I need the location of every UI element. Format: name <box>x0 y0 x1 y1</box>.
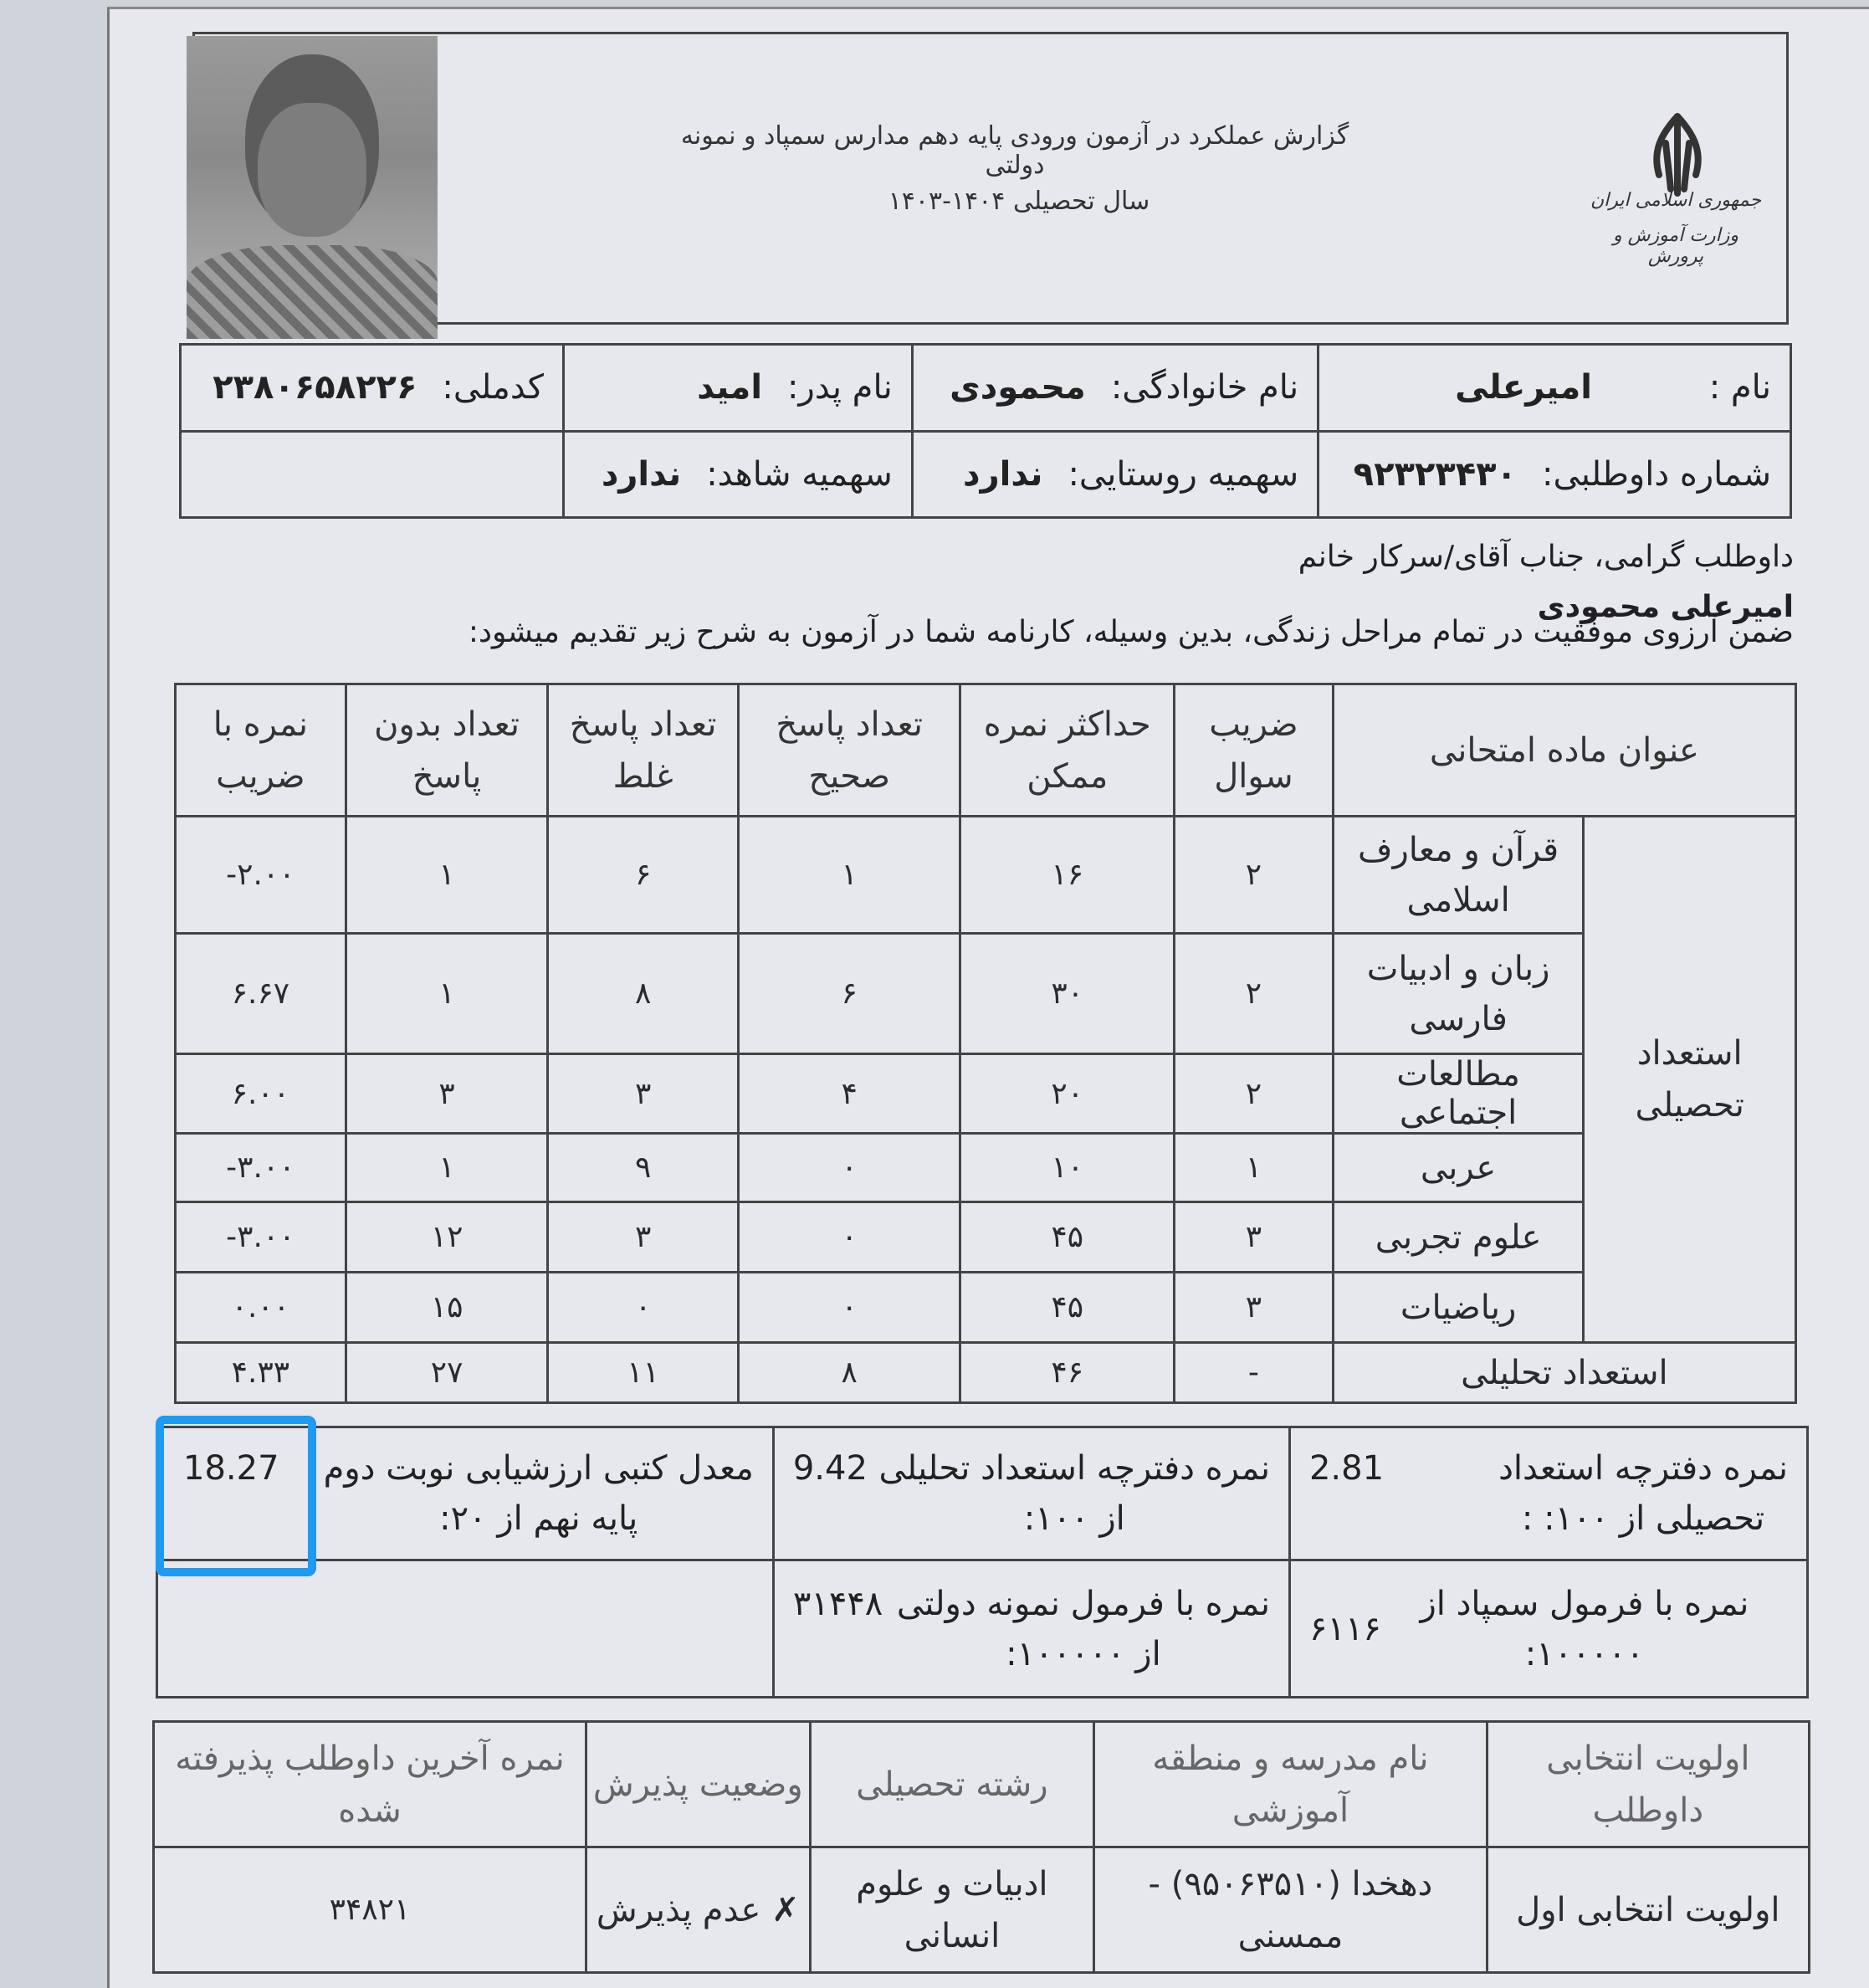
status-cell: ✗ عدم پذیرش <box>586 1847 810 1973</box>
choices-table <box>152 1720 1810 1974</box>
blank-cell: ۳ <box>346 1054 548 1134</box>
analytic-label-2: از ۱۰۰: <box>1023 1499 1125 1538</box>
greeting-name: امیرعلی محمودی <box>1537 590 1794 624</box>
max-cell: ۴۶ <box>960 1343 1175 1403</box>
correct-cell: ۱ <box>738 817 960 934</box>
subject-cell: مطالعات اجتماعی <box>1333 1054 1584 1134</box>
father-value: امید <box>697 368 763 407</box>
subject-cell: ریاضیات <box>1333 1273 1584 1343</box>
national-id-value: ۲۳۸۰۶۵۸۲۲۶ <box>213 368 417 407</box>
nemuneh-label-1: نمره با فرمول نمونه دولتی <box>896 1584 1270 1623</box>
family-cell <box>912 345 1318 432</box>
gpa-value: 18.27 <box>183 1449 279 1488</box>
group-label: استعداد تحصیلی <box>1584 817 1796 1343</box>
header-box <box>192 32 1789 325</box>
analytic-row <box>176 1343 1796 1403</box>
report-title: گزارش عملکرد در آزمون ورودی پایه دهم مدارس سمپاد و نمونه دولتی <box>680 121 1349 180</box>
school-cell: دهخدا (۹۵۰۶۳۵۱۰) - ممسنی <box>1094 1847 1487 1973</box>
header-school: نام مدرسه و منطقه آموزشی <box>1094 1722 1487 1847</box>
gpa-label-2: پایه نهم از ۲۰: <box>439 1499 638 1538</box>
header-priority: اولویت انتخابی داوطلب <box>1487 1722 1809 1847</box>
table-row <box>176 934 1796 1054</box>
wrong-cell: ۳ <box>548 1202 739 1273</box>
header-status: وضعیت پذیرش <box>586 1722 810 1847</box>
header-last-score: نمره آخرین داوطلب پذیرفته شده <box>154 1722 586 1847</box>
shahed-quota-value: ندارد <box>601 454 682 494</box>
blank-cell: ۱ <box>346 934 548 1054</box>
org-line1: جمهوری اسلامی ایران <box>1590 190 1762 211</box>
score-cell: ۰.۰۰ <box>176 1273 346 1343</box>
family-label: نام خانوادگی: <box>1110 368 1299 407</box>
max-cell: ۴۵ <box>960 1202 1175 1273</box>
blank-cell: ۲۷ <box>346 1343 548 1403</box>
header-coef: ضریب سوال <box>1175 684 1334 817</box>
correct-cell: ۰ <box>738 1134 960 1202</box>
emblem-icon <box>1636 110 1719 202</box>
blank-cell: ۱۵ <box>346 1273 548 1343</box>
blank-cell: ۱۲ <box>346 1202 548 1273</box>
max-cell: ۱۶ <box>960 817 1175 934</box>
analytic-value: 9.42 <box>792 1449 868 1488</box>
empty-summary-cell <box>157 1560 774 1698</box>
rural-quota-cell <box>912 431 1318 518</box>
candidate-number-value: ۹۲۳۲۳۴۳۰ <box>1353 454 1517 494</box>
photo-shirt <box>187 245 438 339</box>
academic-book-cell <box>1289 1427 1807 1560</box>
academic-label-1: نمره دفترچه استعداد <box>1498 1449 1788 1488</box>
max-cell: ۳۰ <box>960 934 1175 1054</box>
nemuneh-value: ۳۱۴۴۸ <box>792 1584 883 1623</box>
gpa-label-1: معدل کتبی ارزشیابی نوبت دوم <box>323 1449 754 1488</box>
nemuneh-score-cell <box>773 1560 1289 1698</box>
father-label: نام پدر: <box>787 368 893 407</box>
wrong-cell: ۹ <box>548 1134 739 1202</box>
name-label: نام : <box>1708 368 1771 407</box>
table-row <box>176 1273 1796 1343</box>
table-row <box>176 1202 1796 1273</box>
intro-line: ضمن آرزوی موفقیت در تمام مراحل زندگی، بدین وسیله، کارنامه شما در آزمون به شرح زیر تقدیم میشود: <box>468 615 1794 649</box>
blank-cell: ۱ <box>346 817 548 934</box>
score-cell: ۳.۰۰- <box>176 1134 346 1202</box>
academic-value: 2.81 <box>1308 1449 1385 1488</box>
table-row <box>176 817 1796 934</box>
wrong-cell: ۳ <box>548 1054 739 1134</box>
subject-cell: علوم تجربی <box>1333 1202 1584 1273</box>
field-cell: ادبیات و علوم انسانی <box>810 1847 1094 1973</box>
subject-cell: عربی <box>1333 1134 1584 1202</box>
coef-cell: - <box>1175 1343 1334 1403</box>
coef-cell: ۳ <box>1175 1202 1334 1273</box>
student-photo <box>187 36 438 339</box>
table-row <box>176 1134 1796 1202</box>
candidate-info-table <box>179 343 1792 519</box>
empty-cell <box>181 431 564 518</box>
choice-row <box>154 1847 1810 1973</box>
subject-cell: قرآن و معارف اسلامی <box>1333 817 1584 934</box>
score-cell: ۳.۰۰- <box>176 1202 346 1273</box>
greeting-text: داوطلب گرامی، جناب آقای/سرکار خانم <box>1298 540 1794 574</box>
coef-cell: ۱ <box>1175 1134 1334 1202</box>
header-correct: تعداد پاسخ صحیح <box>738 684 960 817</box>
name-cell <box>1319 345 1791 432</box>
coef-cell: ۲ <box>1175 817 1334 934</box>
highlight-box <box>156 1416 316 1576</box>
score-cell: ۲.۰۰- <box>176 817 346 934</box>
sampad-score-cell <box>1289 1560 1807 1698</box>
shahed-quota-label: سهمیه شاهد: <box>706 454 893 494</box>
max-cell: ۲۰ <box>960 1054 1175 1134</box>
nemuneh-label-2: از ۱۰۰۰۰۰: <box>1006 1634 1161 1673</box>
candidate-number-label: شماره داوطلبی: <box>1541 454 1771 494</box>
correct-cell: ۴ <box>738 1054 960 1134</box>
rural-quota-label: سهمیه روستایی: <box>1068 454 1299 494</box>
shahed-quota-cell <box>563 431 912 518</box>
header-wrong: تعداد پاسخ غلط <box>548 684 739 817</box>
academic-year: سال تحصیلی ۱۴۰۴-۱۴۰۳ <box>888 187 1150 216</box>
analytic-book-cell <box>773 1427 1289 1560</box>
academic-label-2: تحصیلی از ۱۰۰: : <box>1521 1499 1765 1538</box>
table-row <box>176 1054 1796 1134</box>
sampad-value: ۶۱۱۶ <box>1308 1609 1381 1648</box>
wrong-cell: ۶ <box>548 817 739 934</box>
blank-cell: ۱ <box>346 1134 548 1202</box>
father-cell <box>563 345 912 432</box>
score-cell: ۶.۶۷ <box>176 934 346 1054</box>
org-line2: وزارت آموزش و پرورش <box>1612 225 1739 267</box>
wrong-cell: ۱۱ <box>548 1343 739 1403</box>
correct-cell: ۰ <box>738 1202 960 1273</box>
sampad-label: نمره با فرمول سمپاد از ۱۰۰۰۰۰: <box>1420 1584 1749 1673</box>
candidate-number-cell <box>1319 431 1791 518</box>
correct-cell: ۰ <box>738 1273 960 1343</box>
name-value: امیرعلی <box>1455 368 1592 407</box>
coef-cell: ۲ <box>1175 934 1334 1054</box>
max-cell: ۱۰ <box>960 1134 1175 1202</box>
family-value: محمودی <box>950 368 1086 407</box>
correct-cell: ۸ <box>738 1343 960 1403</box>
subject-cell: زبان و ادبیات فارسی <box>1333 934 1584 1054</box>
subject-cell: استعداد تحلیلی <box>1333 1343 1795 1403</box>
analytic-label-1: نمره دفترچه استعداد تحلیلی <box>878 1449 1270 1488</box>
scores-table <box>174 683 1797 1404</box>
coef-cell: ۳ <box>1175 1273 1334 1343</box>
header-score: نمره با ضریب <box>176 684 346 817</box>
national-id-label: کدملی: <box>442 368 544 407</box>
correct-cell: ۶ <box>738 934 960 1054</box>
wrong-cell: ۰ <box>548 1273 739 1343</box>
header-subject: عنوان ماده امتحانی <box>1333 684 1795 817</box>
rural-quota-value: ندارد <box>963 454 1043 494</box>
national-id-cell <box>181 345 564 432</box>
header-field: رشته تحصیلی <box>810 1722 1094 1847</box>
priority-cell: اولویت انتخابی اول <box>1487 1847 1809 1973</box>
header-max: حداکثر نمره ممکن <box>960 684 1175 817</box>
photo-face <box>258 103 366 237</box>
wrong-cell: ۸ <box>548 934 739 1054</box>
last-score-cell: ۳۴۸۲۱ <box>154 1847 586 1973</box>
max-cell: ۴۵ <box>960 1273 1175 1343</box>
score-cell: ۴.۳۳ <box>176 1343 346 1403</box>
header-blank: تعداد بدون پاسخ <box>346 684 548 817</box>
coef-cell: ۲ <box>1175 1054 1334 1134</box>
summary-table <box>156 1426 1809 1699</box>
score-cell: ۶.۰۰ <box>176 1054 346 1134</box>
